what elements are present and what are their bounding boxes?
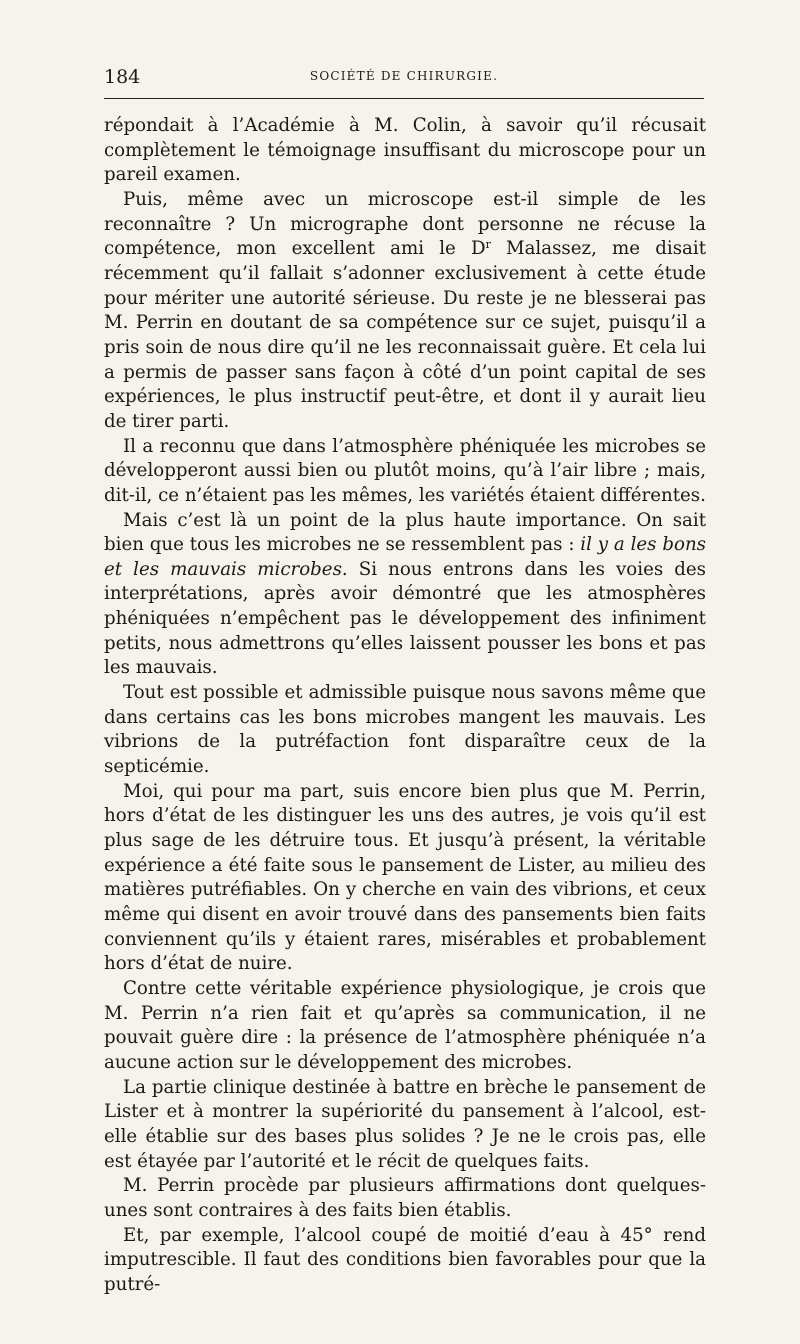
paragraph: Puis, même avec un microscope est-il simple de les reconnaître ? Un micrographe dont personne ne récuse la compétence, mon excellent ami le $D^r$ Malassez, me disait récemment qu’il fallait s’adonner exclusivement à cette étude pour mériter une autorité sérieuse. Du reste je ne blesserai pas M. Perrin en doutant de sa compétence sur ce sujet, puisqu’il a pris soin de nous dire qu’il ne les reconnaissait guère. Et cela lui a permis de passer sans façon à côté d’un point capital de ses expériences, le plus instructif peut-être, et dont il y aurait lieu de tirer parti. (104, 188, 706, 432)
italic-phrase: il y a les bons et les mauvais microbes. (104, 534, 706, 580)
paragraph: Mais c’est là un point de la plus haute importance. On sait bien que tous les microbes ne se ressemblent pas : il y a les bons et les mauvais microbes. Si nous entrons dans les voies des interprétations, après avoir démontré que les atmosphères phéniquées n’empêchent pas le développement des infiniment petits, nous admettrons qu’elles laissent pousser les bons et pas les mauvais. (104, 509, 706, 679)
paragraph: Il a reconnu que dans l’atmosphère phéniquée les microbes se développeront aussi bien ou plutôt moins, qu’à l’air libre ; mais, dit-il, ce n’étaient pas les mêmes, les variétés étaient différentes. (104, 435, 706, 506)
paragraph: M. Perrin procède par plusieurs affirmations dont quelques-unes sont contraires à des faits bien établis. (104, 1175, 706, 1221)
header-rule (104, 98, 704, 99)
running-head: SOCIÉTÉ DE CHIRURGIE. (309, 69, 499, 83)
body-text (104, 114, 706, 1298)
page-header (104, 60, 704, 90)
paragraph: Moi, qui pour ma part, suis encore bien plus que M. Perrin, hors d’état de les distinguer les uns des autres, je vois qu’il est plus sage de les détruire tous. Et jusqu’à présent, la véritable expérience a été faite sous le pansement de Lister, au milieu des matières putréfiables. On y cherche en vain des vibrions, et ceux même qui disent en avoir trouvé dans des pansements bien faits conviennent qu’ils y étaient rares, misérables et probablement hors d’état de nuire. (104, 780, 706, 975)
paragraph: Tout est possible et admissible puisque nous savons même que dans certains cas les bons microbes mangent les mauvais. Les vibrions de la putréfaction font disparaître ceux de la septicémie. (104, 682, 706, 778)
paragraph: Et, par exemple, l’alcool coupé de moitié d’eau à 45° rend imputrescible. Il faut des conditions bien favorables pour que la putré- (104, 1224, 706, 1295)
paragraph: répondait à l’Académie à M. Colin, à savoir qu’il récusait complètement le témoignage insuffisant du microscope pour un pareil examen. (104, 115, 706, 186)
paragraph: La partie clinique destinée à battre en brèche le pansement de Lister et à montrer la supériorité du pansement à l’alcool, est-elle établie sur des bases plus solides ? Je ne le crois pas, elle est étayée par l’autorité et le récit de quelques faits. (104, 1076, 706, 1172)
page-number: 184 (104, 66, 141, 88)
superscript: r (485, 238, 491, 252)
paragraph: Contre cette véritable expérience physiologique, je crois que M. Perrin n’a rien fait et qu’après sa communication, il ne pouvait guère dire : la présence de l’atmosphère phéniquée n’a aucune action sur le développement des microbes. (104, 977, 706, 1073)
